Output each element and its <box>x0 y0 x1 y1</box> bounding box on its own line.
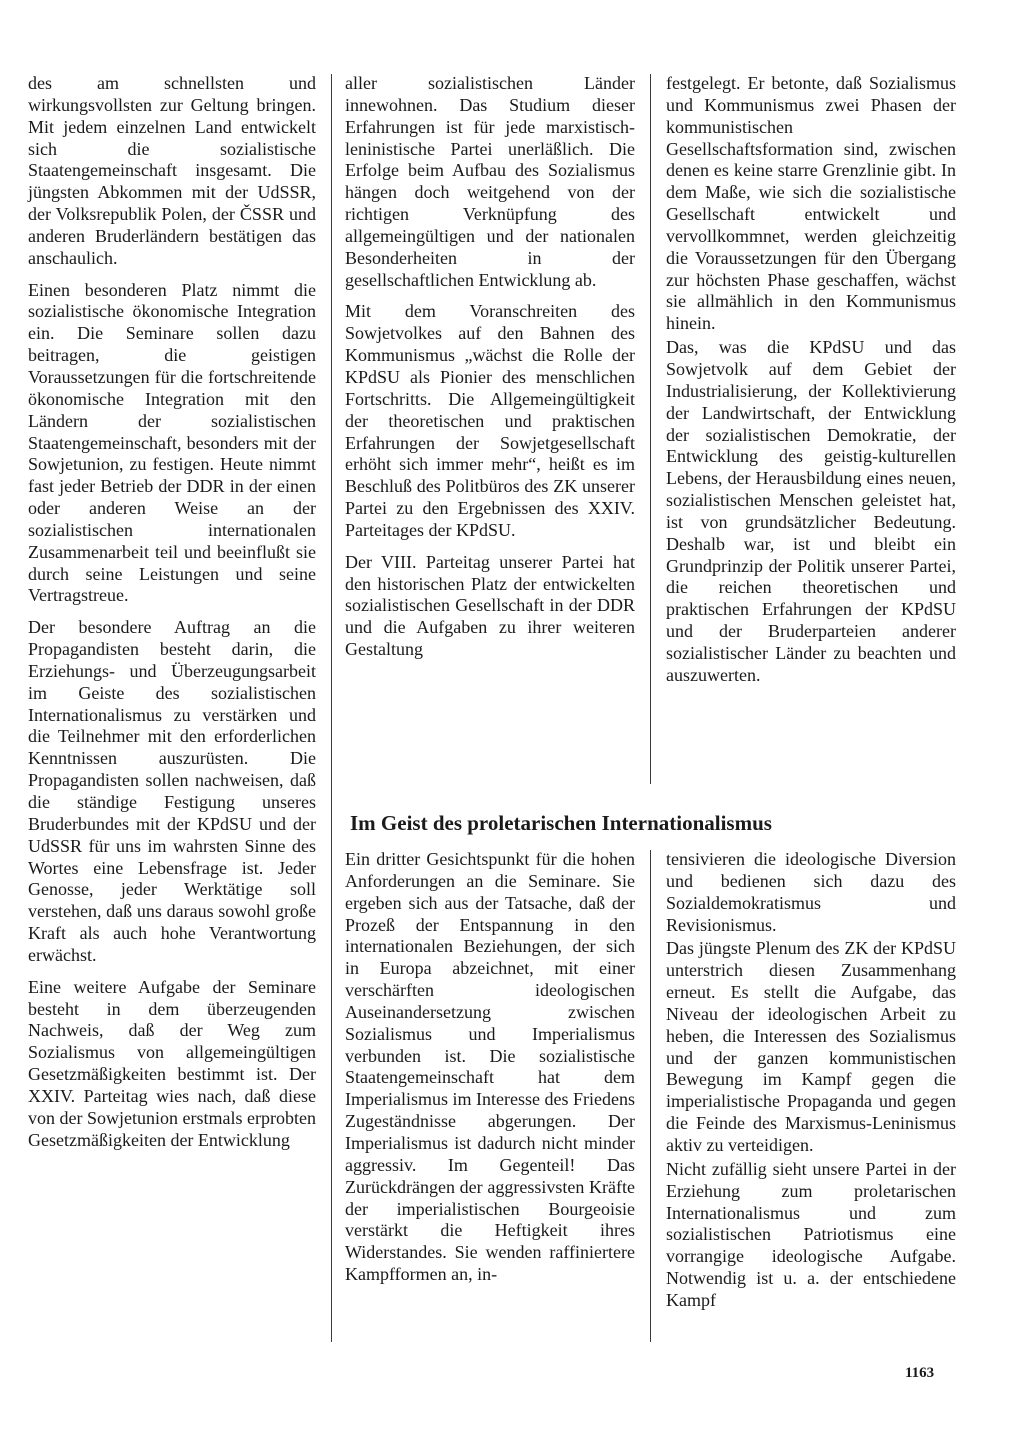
paragraph: Ein dritter Gesichtspunkt für die hohen Anforderungen an die Seminare. Sie ergeben sich aus der Tatsache, daß der Prozeß der Entspannung in den internationalen Beziehungen, der sich in Europa abzeichnet, mit einer verschärften ideologischen Auseinandersetzung zwischen Sozialismus und Imperialismus verbunden ist. Die sozialistische Staatengemeinschaft hat dem Imperialismus im Interesse des Friedens Zugeständnisse abgerungen. Der Imperialismus ist dadurch nicht minder aggressiv. Im Gegenteil! Das Zurückdrängen der aggressivsten Kräfte der imperialistischen Bourgeoisie verstärkt die Heftigkeit ihres Widerstandes. Sie wenden raffiniertere Kampfformen an, in- <box>345 849 635 1285</box>
paragraph: aller sozialistischen Länder innewohnen. Das Studium dieser Erfahrungen ist für jede marxistisch-leninistische Partei unerläßlich. Die Erfolge beim Aufbau des Sozialismus hängen doch weitgehend von der richtigen Verknüpfung des allgemeingültigen und der nationalen Besonderheiten in der gesellschaftlichen Entwicklung ab. <box>345 73 635 290</box>
paragraph: festgelegt. Er betonte, daß Sozialismus und Kommunismus zwei Phasen der kommunistischen Gesellschaftsformation sind, zwischen denen es keine starre Grenzlinie gibt. In dem Maße, wie sich die sozialistische Gesellschaft entwickelt und vervollkommnet, werden gleichzeitig die Voraussetzungen für den Übergang zur höchsten Phase geschaffen, wächst sie allmählich in den Kommunismus hinein. <box>666 73 956 334</box>
column-3-top <box>666 73 956 687</box>
paragraph: des am schnellsten und wirkungsvollsten zur Geltung bringen. Mit jedem einzelnen Land entwickelt sich die sozialistische Staatengemeinschaft insgesamt. Die jüngsten Abkommen mit der UdSSR, der Volksrepublik Polen, der ČSSR und anderen Bruderländern bestätigen das anschaulich. <box>28 73 316 268</box>
paragraph: Einen besonderen Platz nimmt die sozialistische ökonomische Integration ein. Die Seminare sollen dazu beitragen, die geistigen Voraussetzungen für die fortschreitende ökonomische Integration mit den Ländern der sozialistischen Staatengemeinschaft, besonders mit der Sowjetunion, zu festigen. Heute nimmt fast jeder Betrieb der DDR in der einen oder anderen Weise an der sozialistischen internationalen Zusammenarbeit teil und beeinflußt sie durch seine Leistungen und seine Vertragstreue. <box>28 279 316 606</box>
section-heading: Im Geist des proletarischen Internationalismus <box>350 811 772 835</box>
page-number: 1163 <box>905 1365 935 1381</box>
column-rule <box>331 74 332 1342</box>
paragraph: Eine weitere Aufgabe der Seminare besteht in dem überzeugenden Nachweis, daß der Weg zum Sozialismus von allgemeingültigen Gesetzmäßigkeiten bestimmt ist. Der XXIV. Parteitag wies nach, daß diese von der Sowjetunion erstmals erprobten Gesetzmäßigkeiten der Entwicklung <box>28 976 316 1150</box>
column-2-top <box>345 73 635 661</box>
paragraph: tensivieren die ideologische Diversion und bedienen sich dazu des Sozialdemokratismus und Revisionismus. <box>666 849 956 935</box>
column-rule <box>650 74 651 784</box>
column-3-bottom <box>666 849 956 1312</box>
paragraph: Das jüngste Plenum des ZK der KPdSU unterstrich diesen Zusammenhang erneut. Es stellt die Aufgabe, das Niveau der ideologischen Arbeit zu heben, die Interessen des Sozialismus und der ganzen kommunistischen Bewegung im Kampf gegen die imperialistische Propaganda und gegen die Feinde des Marxismus-Leninismus aktiv zu verteidigen. <box>666 938 956 1155</box>
paragraph: Der besondere Auftrag an die Propagandisten besteht darin, die Erziehungs- und Überzeugungsarbeit im Geiste des sozialistischen Internationalismus zu verstärken und die Teilnehmer mit den erforderlichen Kenntnissen auszurüsten. Die Propagandisten sollen nachweisen, daß die ständige Festigung unseres Bruderbundes mit der KPdSU und der UdSSR für uns im wahrsten Sinne des Wortes eine Lebensfrage ist. Jeder Genosse, jeder Werktätige soll verstehen, daß uns daraus sowohl große Kraft als auch hohe Verantwortung erwächst. <box>28 617 316 965</box>
paragraph: Mit dem Voranschreiten des Sowjetvolkes auf den Bahnen des Kommunismus „wächst die Rolle der KPdSU als Pionier des menschlichen Fortschritts. Die Allgemeingültigkeit der theoretischen und praktischen Erfahrungen der Sowjetgesellschaft erhöht sich immer mehr“, heißt es im Beschluß des Politbüros des ZK unserer Partei zu den Ergebnissen des XXIV. Parteitages der KPdSU. <box>345 301 635 540</box>
paragraph: Das, was die KPdSU und das Sowjetvolk auf dem Gebiet der Industrialisierung, der Kollektivierung der Landwirtschaft, der Entwicklung der sozialistischen Demokratie, der Entwicklung des geistig-kulturellen Lebens, der Herausbildung eines neuen, sozialistischen Menschen geleistet hat, ist von grundsätzlicher Bedeutung. Deshalb war, ist und bleibt ein Grundprinzip der Politik unserer Partei, die reichen theoretischen und praktischen Erfahrungen der KPdSU und der Bruderparteien anderer sozialistischer Länder zu beachten und auszuwerten. <box>666 337 956 685</box>
column-2-bottom <box>345 849 635 1286</box>
paragraph: Nicht zufällig sieht unsere Partei in der Erziehung zum proletarischen Internationalismus und zum sozialistischen Patriotismus eine vorrangige ideologische Aufgabe. Notwendig ist u. a. der entschiedene Kampf <box>666 1158 956 1310</box>
column-1 <box>28 73 316 1152</box>
column-rule <box>650 850 651 1342</box>
paragraph: Der VIII. Parteitag unserer Partei hat den historischen Platz der entwickelten sozialistischen Gesellschaft in der DDR und die Aufgaben zu ihrer weiteren Gestaltung <box>345 551 635 660</box>
